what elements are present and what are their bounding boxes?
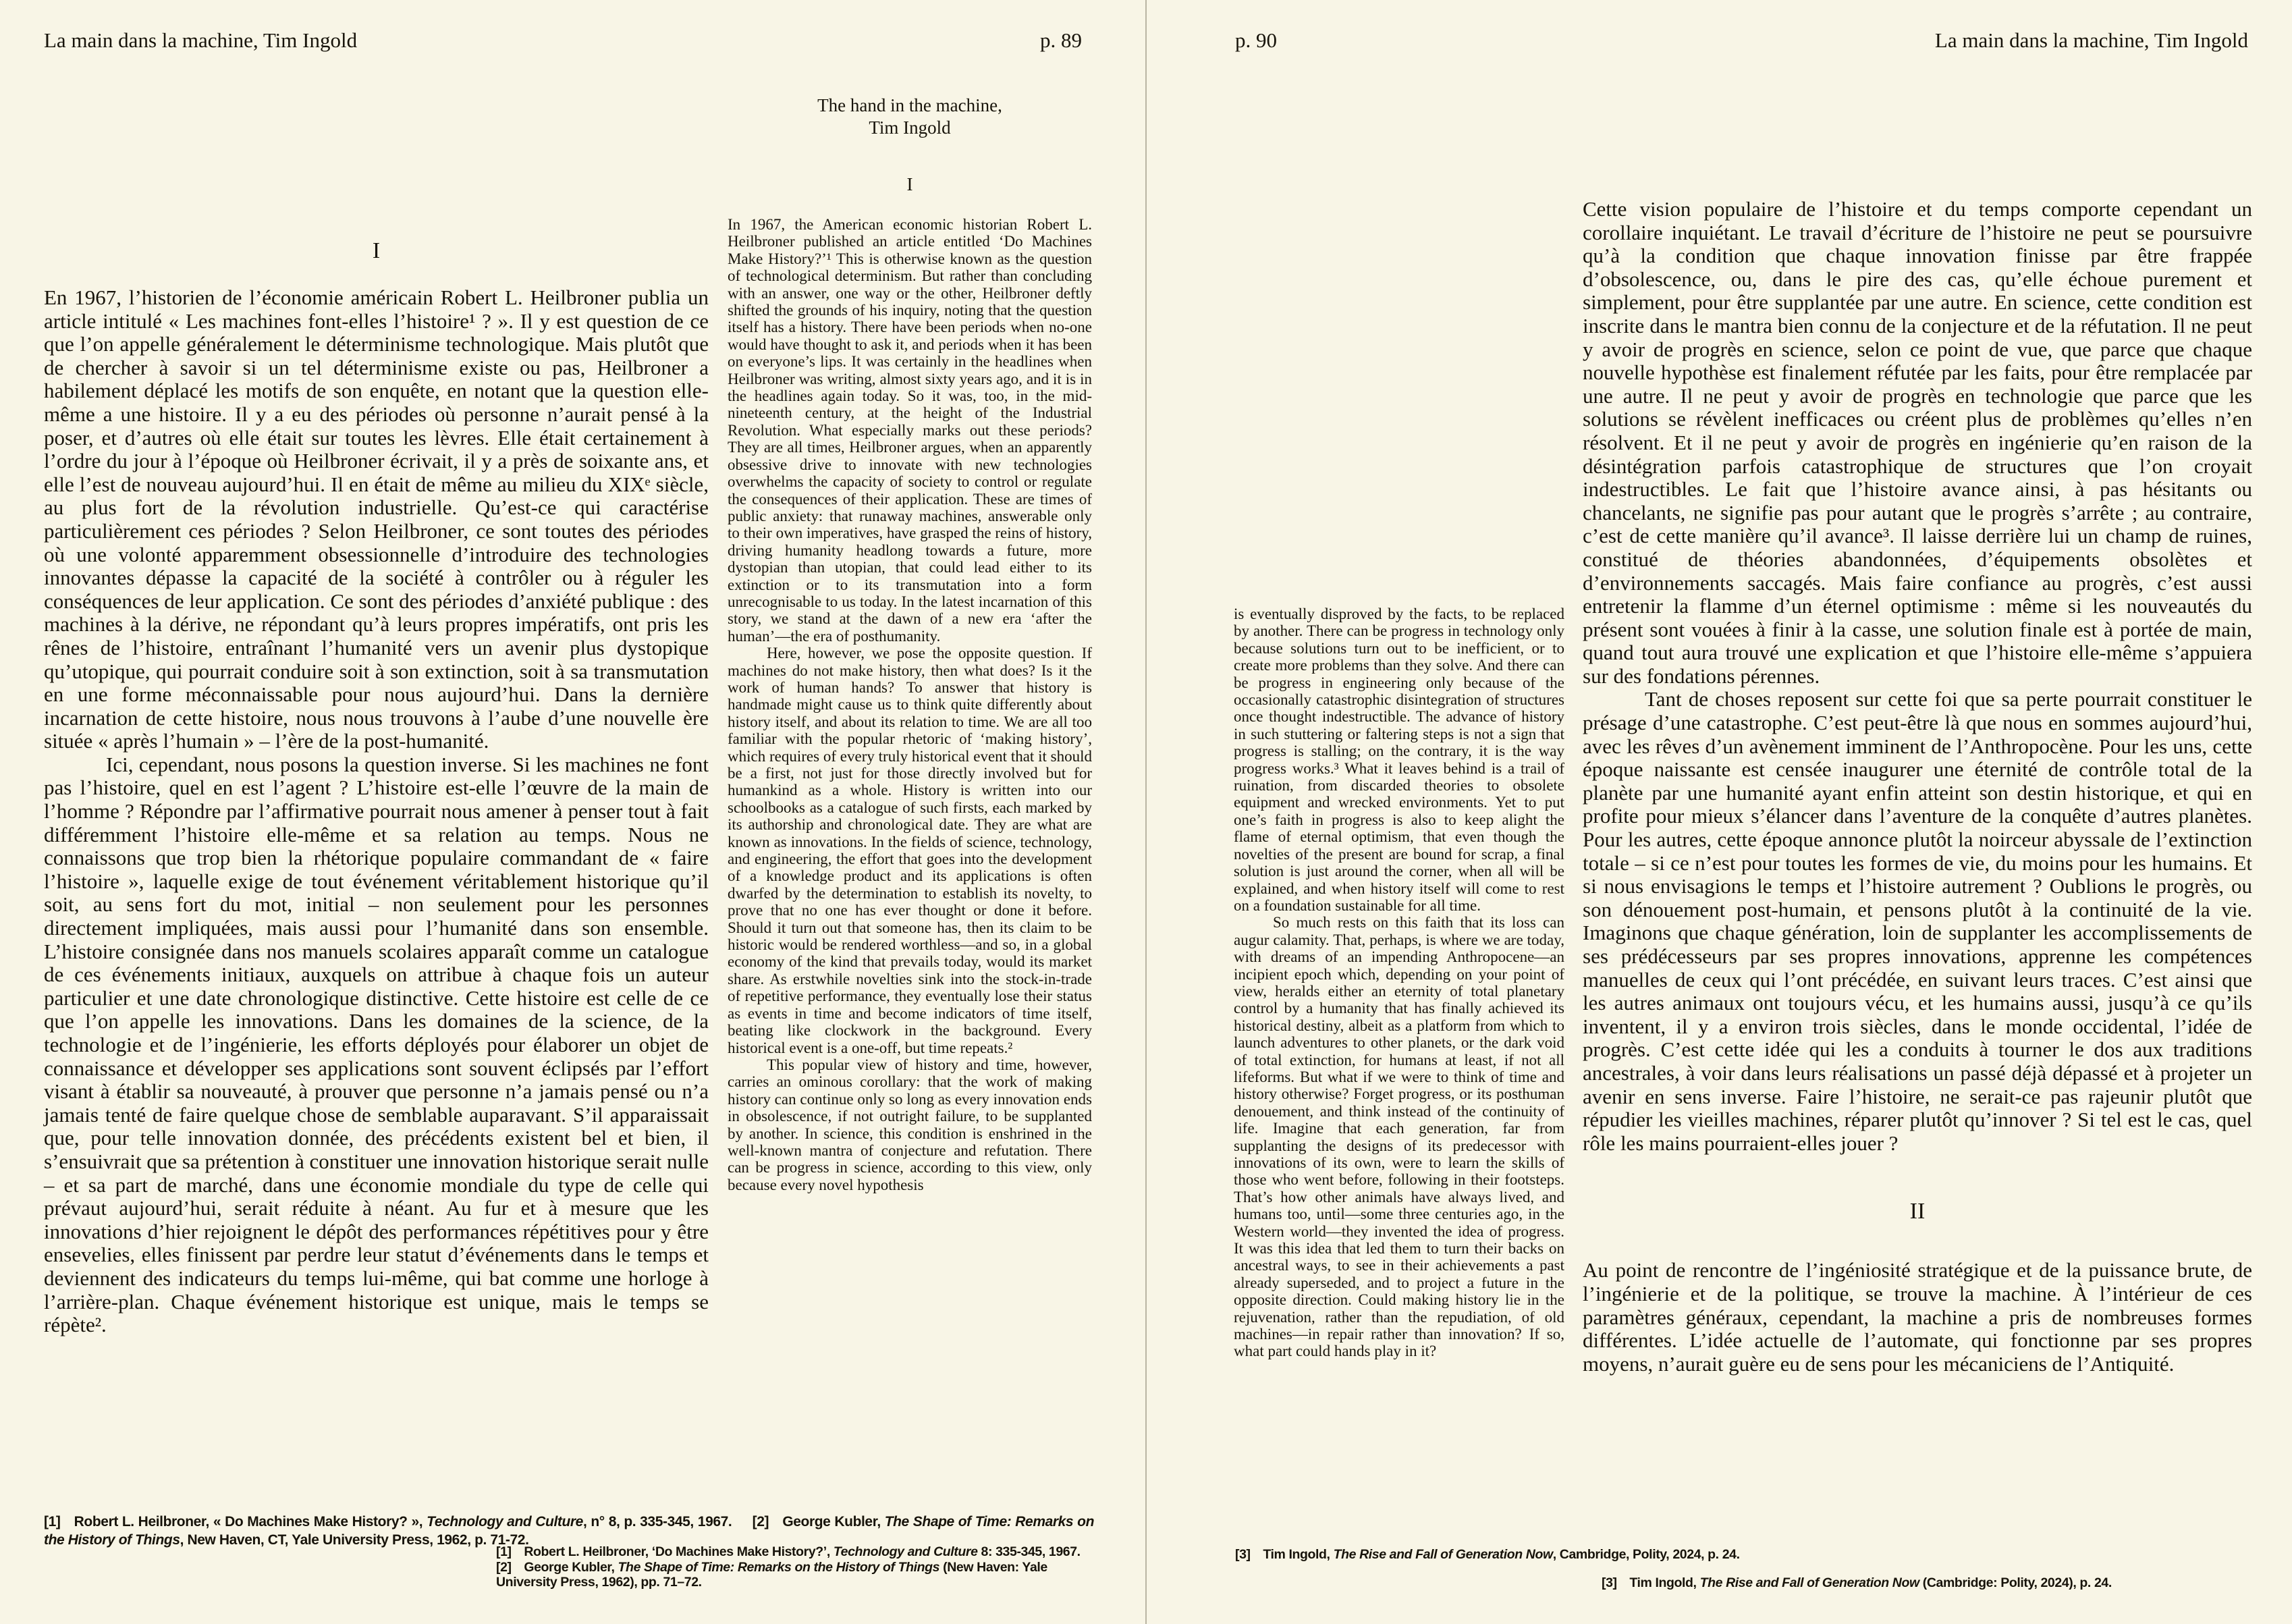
french-paragraph: Ici, cependant, nous posons la question inverse. Si les machines ne font pas l’histoire, quel en est l’agent ? L’histoire est-elle l’œuvre de la main de l’homme ? Répondre par l’affirmative pourrait nous amener à penser tout à fait différemment l’histoire elle-même et sa relation au temps. Nous ne connaissons que trop bien la rhétorique populaire commandant de « faire l’histoire », laquelle exige de tout événement véritablement historique qu’il soit, au sens fort du mot, initial – non seulement pour les personnes directement impliquées, mais aussi pour l’humanité dans son ensemble. L’histoire consignée dans nos manuels scolaires apparaît comme un catalogue de ces événements initiaux, auxquels on attribue à chaque fois un auteur particulier et une date chronologique distinctive. Cette histoire est celle de ce que l’on appelle les innovations. Dans les domaines de la science, de la technologie et de l’ingénierie, les efforts déployés pour élaborer un objet de connaissance et développer ses applications sont souvent éclipsés par l’effort visant à établir sa nouveauté, à prouver que personne n’a jamais pensé ou n’a jamais tenté de faire quelque chose de semblable auparavant. S’il apparaissait que, pour telle innovation donnée, des précédents existent bel et bien, il s’ensuivrait que sa prétention à constituer une innovation historique serait nulle – et sa part de marché, dans une économie mondiale du type de celle qui prévaut aujourd’hui, serait réduite à néant. Au fur et à mesure que les innovations d’hier rejoignent le dépôt des performances répétitives pour y être ensevelies, elles finissent par perdre leur statut d’événements dans le temps et deviennent des indicateurs du temps lui-même, qui bat comme une horloge à l’arrière-plan. Chaque événement historique est unique, mais le temps se répète².: [44, 752, 709, 1337]
english-title-line2: Tim Ingold: [869, 117, 951, 138]
right-page-number: p. 90: [1235, 28, 1277, 52]
english-title-line1: The hand in the machine,: [817, 95, 1002, 115]
footnote-entry: [2] George Kubler, The Shape of Time: Remarks on the History of Things (New Haven: Yale University Press, 1962), pp. 71–72.: [496, 1559, 1047, 1590]
french-paragraph: Tant de choses reposent sur cette foi que sa perte pourrait constituer le présage d’une catastrophe. C’est peut-être là que nous en sommes aujourd’hui, avec les rêves d’un avènement imminent de l’Anthropocène. Pour les uns, cette époque naissante est censée inaugurer une éternité de contrôle total de la planète par une humanité ayant enfin atteint son destin historique, et qui en profite pour mieux s’élancer dans l’aventure de la conquête d’autres planètes. Pour les autres, cette époque annonce plutôt la noirceur abyssale de l’extinction totale – si ce n’est pour toutes les formes de vie, du moins pour les humains. Et si nous envisagions le temps et l’histoire autrement ? Oublions le progrès, ou son dénouement post-humain, et pensons plutôt à la continuité de la vie. Imaginons que chaque génération, loin de supplanter les accomplissements de ses prédécesseurs par ses propres innovations, apprenne les compétences manuelles de ceux qui l’ont précédée, en suivant leurs traces. C’est ainsi que les autres animaux ont toujours vécu, et les humains aussi, jusqu’à ce qu’ils inventent, il y a environ trois siècles, dans le monde occidental, l’idée de progrès. C’est cette idée qui les a conduits à tourner le dos aux traditions ancestrales, à voir dans leurs réalisations un passé déjà dépassé et à projeter un avenir en sens inverse. Faire l’histoire, ne serait-ce pas rajeunir plutôt que répudier les vieilles machines, réparer plutôt qu’innover ? Si tel est le cas, quel rôle les mains pourraient-elles jouer ?: [1583, 687, 2252, 1155]
english-column-left: [728, 94, 1092, 1193]
french-paragraph: Au point de rencontre de l’ingéniosité stratégique et de la puissance brute, de l’ingénierie et de la politique, se trouve la machine. À l’intérieur de ces paramètres généraux, cependant, la machine a pris de nombreuses formes différentes. L’idée actuelle de l’automate, qui fonctionne par ses propres moyens, n’aurait guère eu de sens pour les mécaniciens de l’Antiquité.: [1583, 1258, 2252, 1376]
english-column-right: [1234, 605, 1564, 1360]
english-paragraph: So much rests on this faith that its loss can augur calamity. That, perhaps, is where we are today, with dreams of an impending Anthropocene—an incipient epoch which, depending on your point of view, heralds either an eternity of total planetary control by a humanity that has finally achieved its historical destiny, albeit as a platform from which to launch adventures to other planets, or the dark void of total extinction, for humans at least, if not all lifeforms. But what if we were to think of time and history otherwise? Forget progress, or its posthuman denouement, and think instead of the continuity of life. Imagine that each generation, far from supplanting the designs of its predecessor with innovations of its own, were to learn the skills of those who went before, following in their footsteps. That’s how other animals have always lived, and humans too, until—some three centuries ago, in the Western world—they invented the idea of progress. It was this idea that led them to turn their backs on ancestral ways, to see in their achievements a past already superseded, and to project a future in the opposite direction. Could making history lie in the rejuvenation, rather than the repudiation, of old machines—in repair rather than innovation? If so, what part could hands play in it?: [1234, 914, 1564, 1360]
french-section-heading-2: II: [1909, 1199, 1926, 1224]
english-paragraph: is eventually disproved by the facts, to be replaced by another. There can be progress in technology only because solutions turn out to be inefficient, or to create more problems than they solve. And there can be progress in engineering only because of the occasionally catastrophic disintegration of structures once thought indestructible. The advance of history in such stuttering or faltering steps is not a sign that progress is stalling; on the contrary, it is the way progress works.³ What it leaves behind is a trail of ruination, from discarded theories to obsolete equipment and wrecked environments. Yet to put one’s faith in progress is also to keep alight the flame of eternal optimism, that even though the novelties of the present are bound for scrap, a final solution is just around the corner, when all will be explained, and when history itself will come to rest on a foundation sustainable for all time.: [1234, 605, 1564, 914]
french-column-left: [44, 238, 709, 1337]
french-section-heading-1: I: [372, 238, 381, 263]
footnote-english-left: [496, 1544, 1097, 1590]
french-column-right: [1583, 198, 2252, 1376]
french-paragraph: Cette vision populaire de l’histoire et du temps comporte cependant un corollaire inquiétant. Le travail d’écriture de l’histoire ne peut se poursuivre qu’à la condition que chaque innovation finisse par être frappée d’obsolescence, ou, dans le pire des cas, qu’elle échoue purement et simplement, pour être supplantée par une autre. En science, cette condition est inscrite dans le mantra bien connu de la conjecture et de la réfutation. Il ne peut y avoir de progrès en science, selon ce point de vue, que parce que chaque nouvelle hypothèse est finalement réfutée par les faits, pour être remplacée par une autre. Il ne peut y avoir de progrès en technologie que parce que les solutions se révèlent inefficaces ou créent plus de problèmes qu’elles n’en résolvent. Et il ne peut y avoir de progrès en ingénierie qu’en raison de la désintégration parfois catastrophique de structures que l’on croyait indestructibles. Le fait que l’histoire avance ainsi, à pas hésitants ou chancelants, ne signifie pas pour autant que le progrès s’arrête ; au contraire, c’est de cette manière qu’il avance³. Il laisse derrière lui un champ de ruines, constitué de théories abandonnées, d’équipements obsolètes et d’environnements saccagés. Mais faire confiance au progrès, c’est aussi entretenir la flamme d’un éternel optimisme : même si les nouveautés du présent sont vouées à finir à la casse, une solution finale est à portée de main, quand tout aura trouvé une explication et que l’histoire elle-même s’appuiera sur des fondations pérennes.: [1583, 197, 2252, 688]
left-page-number: p. 89: [1040, 28, 1082, 52]
footnote-english-right: [3] Tim Ingold, The Rise and Fall of Generation Now (Cambridge: Polity, 2024), p. 24.: [1602, 1575, 2112, 1590]
footnote-entry: [1] Robert L. Heilbroner, ‘Do Machines Make History?’, Technology and Culture 8: 335-345, 1967.: [496, 1544, 1081, 1559]
english-paragraph: This popular view of history and time, however, carries an ominous corollary: that the work of making history can continue only so long as every innovation ends in obsolescence, if not outright failure, to be supplanted by another. In science, this condition is enshrined in the well-known mantra of conjecture and refutation. There can be progress in science, according to this view, only because every novel hypothesis: [728, 1056, 1092, 1193]
page-fold-divider: [1145, 0, 1147, 1624]
left-header-title: La main dans la machine, Tim Ingold: [44, 28, 358, 52]
english-section-heading-1: I: [906, 174, 913, 194]
footnote-french-right: [3] Tim Ingold, The Rise and Fall of Generation Now, Cambridge, Polity, 2024, p. 24.: [1235, 1547, 1740, 1562]
french-paragraph: En 1967, l’historien de l’économie américain Robert L. Heilbroner publia un article intitulé « Les machines font-elles l’histoire¹ ? ». Il y est question de ce que l’on appelle généralement le déterminisme technologique. Mais plutôt que de chercher à savoir si un tel déterminisme existe ou pas, Heilbroner a habilement déplacé les motifs de son enquête, en notant que la question elle-même a une histoire. Il y a eu des périodes où personne n’aurait pensé à la poser, et d’autres où elle était sur toutes les lèvres. Elle était certainement à l’ordre du jour à l’époque où Heilbroner écrivait, il y a près de soixante ans, et elle l’est de nouveau aujourd’hui. Il en était de même au milieu du XIXᵉ siècle, au plus fort de la révolution industrielle. Qu’est-ce qui caractérise particulièrement ces périodes ? Selon Heilbroner, ce sont toutes des périodes où une volonté apparemment obsessionnelle d’introduire des technologies innovantes dépasse la capacité de la société à contrôler ou à réguler les conséquences de leur application. Ce sont des périodes d’anxiété publique : des machines à la dérive, ne répondant qu’à leurs propres impératifs, ont pris les rênes de l’histoire, entraînant l’humanité vers un avenir plus dystopique qu’utopique, qui pourrait conduire soit à son extinction, soit à sa transmutation en une forme méconnaissable pour nous aujourd’hui. Dans la dernière incarnation de cette histoire, nous nous trouvons à l’aube d’une nouvelle ère située « après l’humain » – l’ère de la post-humanité.: [44, 286, 709, 753]
right-header-title: La main dans la machine, Tim Ingold: [1934, 28, 2248, 52]
footnote-french-left: [1] Robert L. Heilbroner, « Do Machines Make History? », Technology and Culture, n° 8, p. 335-345, 1967. [2] George Kubler, The Shape of Time: Remarks on the History of Things, New Haven, CT, Yale University Press, 1962, p. 71-72.: [44, 1514, 1094, 1548]
english-paragraph: Here, however, we pose the opposite question. If machines do not make history, then what does? Is it the work of human hands? To answer that history is handmade might cause us to think quite differently about history itself, and about its relation to time. We are all too familiar with the popular rhetoric of ‘making history’, which requires of every truly historical event that it should be a first, not just for those directly involved but for humankind as a whole. History is written into our schoolbooks as a catalogue of such firsts, each marked by its authorship and chronological date. They are what are known as innovations. In the fields of science, technology, and engineering, the effort that goes into the development of a knowledge product and its applications is often dwarfed by the determination to establish its novelty, to prove that no one has ever thought or done it before. Should it turn out that someone has, then its claim to be historic would be rendered worthless—and so, in a global economy of the kind that prevails today, would its market share. As erstwhile novelties sink into the stock-in-trade of repetitive performance, they eventually lose their status as events in time and become indicators of time itself, beating like clockwork in the background. Every historical event is a one-off, but time repeats.²: [728, 645, 1092, 1056]
english-paragraph: In 1967, the American economic historian Robert L. Heilbroner published an article entitled ‘Do Machines Make History?’¹ This is otherwise known as the question of technological determinism. But rather than concluding with an answer, one way or the other, Heilbroner deftly shifted the grounds of his inquiry, noting that the question itself has a history. There have been periods when no-one would have thought to ask it, and periods when it has been on everyone’s lips. It was certainly in the headlines when Heilbroner was writing, almost sixty years ago, and it is in the headlines again today. So it was, too, in the mid-nineteenth century, at the height of the Industrial Revolution. What especially marks out these periods? They are all times, Heilbroner argues, when an apparently obsessive drive to innovate with new technologies overwhelms the capacity of society to control or regulate the consequences of their application. These are times of public anxiety: that runaway machines, answerable only to their own imperatives, have grasped the reins of history, driving humanity headlong towards a future, more dystopian than utopian, that could lead either to its extinction or to its transmutation into a form unrecognisable to us today. In the latest incarnation of this story, we stand at the dawn of a new era ‘after the human’—the era of posthumanity.: [728, 216, 1092, 645]
